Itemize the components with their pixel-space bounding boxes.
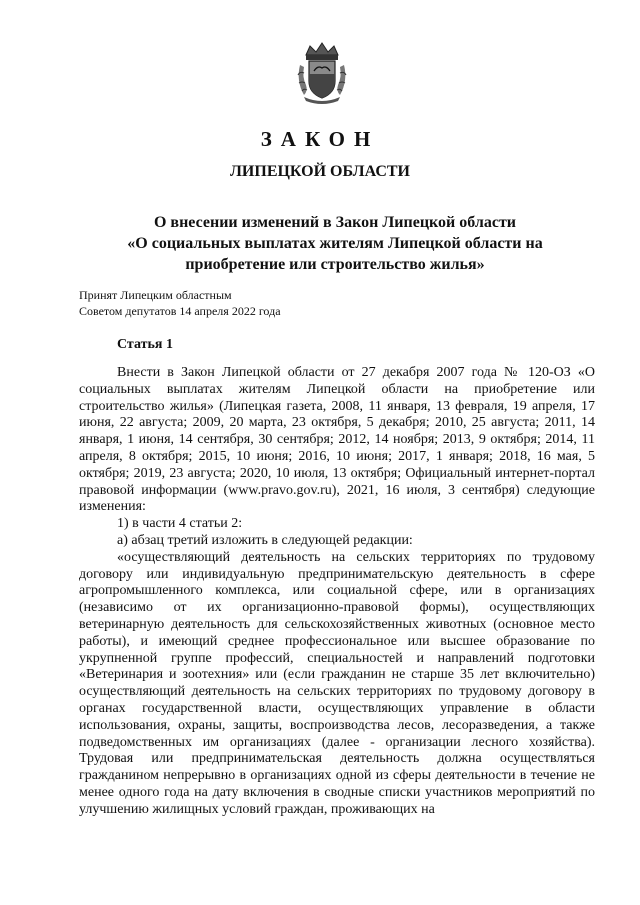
paragraph: «осуществляющий деятельность на сельских территориях по трудовому договору или индивидуальную предпринимательскую деятельность в сфере агропромышленного комплекса, или социальной сфере, или в организациях (независимо от их организационно-правовой формы), осуществляющих ветеринарную деятельность для сельскохозяйственных животных (основное место работы), и имеющий среднее профессиональное или высшее образование по укрупненной группе профессий, специальностей и направлений подготовки «Ветеринария и зоотехния» или (если гражданин не старше 35 лет включительно) осуществляющий деятельность на сельских территориях по трудовому договору в органах государственной власти, осуществляющих управление в области использования, охраны, защиты, воспроизводства лесов, лесоразведения, а также подведомственных им организациях (далее - организации лесного хозяйства). Трудовая или предпринимательская деятельность должна осуществляться гражданином непрерывно в организациях одной из сферы деятельности в течение не менее одного года на дату включения в сводные списки участников мероприятий по улучшению жилищных условий граждан, проживающих на xyxy=(79,549,595,817)
article-body xyxy=(79,365,595,819)
accepted-note-line: Советом депутатов 14 апреля 2022 года xyxy=(79,304,281,318)
law-title-line: О внесении изменений в Закон Липецкой области xyxy=(153,214,517,231)
law-title xyxy=(100,212,570,275)
paragraph: а) абзац третий изложить в следующей редакции: xyxy=(117,532,413,548)
accepted-note xyxy=(79,287,281,319)
paragraph: 1) в части 4 статьи 2: xyxy=(117,516,243,532)
article-heading: Статья 1 xyxy=(117,337,173,352)
law-title-line: «О социальных выплатах жителям Липецкой области на xyxy=(127,235,543,252)
paragraph: Внести в Закон Липецкой области от 27 декабря 2007 года № 120-ОЗ «О социальных выплатах жителям Липецкой области на приобретение или строительство жилья» (Липецкая газета, 2008, 11 января, 13 февраля, 19 апреля, 17 июня, 22 августа; 2009, 20 марта, 23 октября, 5 декабря; 2010, 25 августа; 2011, 14 января, 1 июня, 14 сентября, 30 сентября; 2012, 14 ноября; 2013, 9 октября; 2014, 11 апреля, 8 октября; 2015, 10 июня; 2016, 10 июня; 2017, 1 января; 2018, 16 мая, 5 октября; 2019, 23 августа; 2020, 10 июля, 13 октября; Официальный интернет-портал правовой информации (www.pravo.gov.ru), 2021, 16 июля, 3 сентября) следующие изменения: xyxy=(79,365,595,515)
document-title: ЗАКОН xyxy=(260,127,380,151)
lipetsk-oblast-coat-of-arms-icon xyxy=(294,41,350,105)
accepted-note-line: Принят Липецким областным xyxy=(79,288,232,302)
document-region: ЛИПЕЦКОЙ ОБЛАСТИ xyxy=(230,163,410,180)
law-title-line: приобретение или строительство жилья» xyxy=(185,256,485,273)
